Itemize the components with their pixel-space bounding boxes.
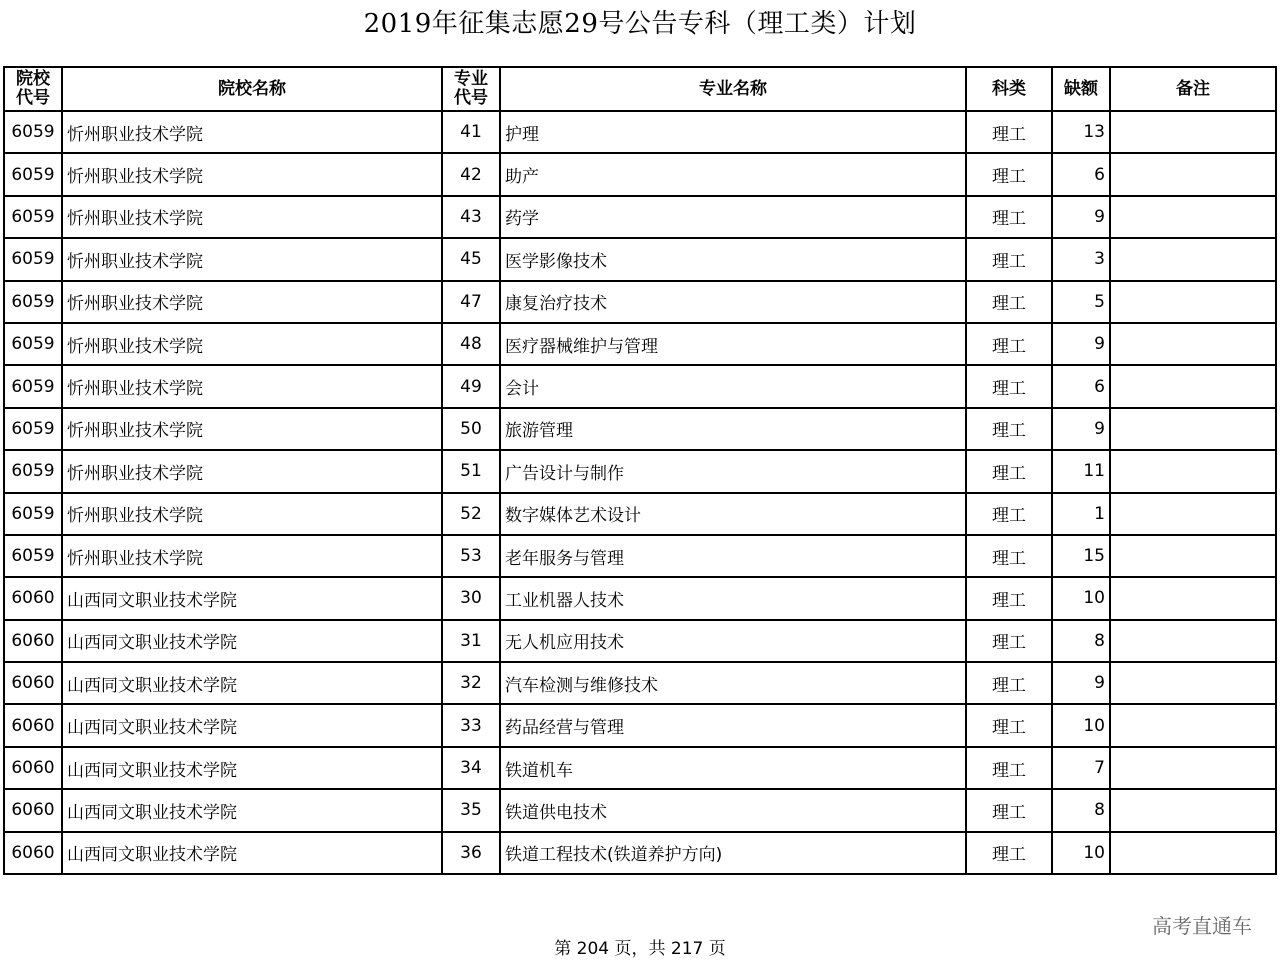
- cell-category: 理工: [966, 281, 1052, 323]
- cell-major-code: 36: [442, 832, 500, 874]
- cell-school-code: 6059: [4, 450, 62, 492]
- cell-note: [1110, 153, 1276, 195]
- cell-major-code: 49: [442, 365, 500, 407]
- page-footer: 第 204 页，共 217 页: [554, 939, 726, 959]
- cell-school-name: 山西同文职业技术学院: [62, 704, 442, 746]
- cell-major-code: 52: [442, 493, 500, 535]
- cell-note: [1110, 704, 1276, 746]
- cell-vacancy: 9: [1052, 323, 1110, 365]
- cell-note: [1110, 577, 1276, 619]
- cell-major-code: 31: [442, 620, 500, 662]
- table-row: [4, 535, 1276, 577]
- cell-school-name: 忻州职业技术学院: [62, 408, 442, 450]
- cell-vacancy: 6: [1052, 153, 1110, 195]
- cell-major-code: 33: [442, 704, 500, 746]
- cell-vacancy: 8: [1052, 620, 1110, 662]
- cell-major-code: 42: [442, 153, 500, 195]
- cell-note: [1110, 323, 1276, 365]
- cell-school-name: 忻州职业技术学院: [62, 535, 442, 577]
- cell-major-code: 32: [442, 662, 500, 704]
- table-row: [4, 111, 1276, 153]
- header-major-name: 专业名称: [500, 67, 966, 111]
- cell-category: 理工: [966, 111, 1052, 153]
- cell-major-name: 助产: [500, 153, 966, 195]
- cell-major-name: 药学: [500, 196, 966, 238]
- cell-category: 理工: [966, 450, 1052, 492]
- cell-school-code: 6060: [4, 577, 62, 619]
- cell-category: 理工: [966, 789, 1052, 831]
- cell-vacancy: 10: [1052, 704, 1110, 746]
- cell-major-name: 铁道机车: [500, 747, 966, 789]
- cell-note: [1110, 832, 1276, 874]
- cell-vacancy: 3: [1052, 238, 1110, 280]
- cell-school-name: 忻州职业技术学院: [62, 238, 442, 280]
- cell-note: [1110, 493, 1276, 535]
- cell-note: [1110, 662, 1276, 704]
- cell-major-name: 铁道工程技术(铁道养护方向): [500, 832, 966, 874]
- cell-school-code: 6059: [4, 493, 62, 535]
- cell-note: [1110, 408, 1276, 450]
- cell-major-name: 康复治疗技术: [500, 281, 966, 323]
- header-major-code: 专业代号: [442, 67, 500, 111]
- cell-school-code: 6060: [4, 747, 62, 789]
- cell-major-code: 51: [442, 450, 500, 492]
- cell-school-code: 6059: [4, 196, 62, 238]
- cell-major-code: 43: [442, 196, 500, 238]
- cell-school-code: 6059: [4, 323, 62, 365]
- table-row: [4, 450, 1276, 492]
- cell-school-code: 6060: [4, 662, 62, 704]
- watermark: 高考直通车: [1152, 914, 1252, 938]
- cell-category: 理工: [966, 535, 1052, 577]
- cell-major-name: 无人机应用技术: [500, 620, 966, 662]
- cell-note: [1110, 789, 1276, 831]
- cell-major-name: 医疗器械维护与管理: [500, 323, 966, 365]
- cell-note: [1110, 450, 1276, 492]
- cell-school-name: 忻州职业技术学院: [62, 365, 442, 407]
- cell-category: 理工: [966, 704, 1052, 746]
- cell-note: [1110, 111, 1276, 153]
- cell-vacancy: 9: [1052, 196, 1110, 238]
- cell-category: 理工: [966, 577, 1052, 619]
- cell-vacancy: 13: [1052, 111, 1110, 153]
- cell-major-code: 34: [442, 747, 500, 789]
- cell-school-code: 6059: [4, 535, 62, 577]
- cell-vacancy: 7: [1052, 747, 1110, 789]
- cell-note: [1110, 620, 1276, 662]
- table-row: [4, 238, 1276, 280]
- header-school-code: 院校代号: [4, 67, 62, 111]
- cell-school-name: 山西同文职业技术学院: [62, 662, 442, 704]
- cell-note: [1110, 196, 1276, 238]
- cell-major-name: 护理: [500, 111, 966, 153]
- cell-school-name: 忻州职业技术学院: [62, 450, 442, 492]
- page-title: 2019年征集志愿29号公告专科（理工类）计划: [363, 9, 917, 39]
- cell-school-name: 忻州职业技术学院: [62, 111, 442, 153]
- cell-category: 理工: [966, 493, 1052, 535]
- cell-school-name: 山西同文职业技术学院: [62, 747, 442, 789]
- cell-vacancy: 10: [1052, 832, 1110, 874]
- cell-school-name: 忻州职业技术学院: [62, 493, 442, 535]
- plan-table: [3, 66, 1277, 875]
- cell-major-code: 48: [442, 323, 500, 365]
- table-row: [4, 747, 1276, 789]
- cell-note: [1110, 281, 1276, 323]
- table-row: [4, 789, 1276, 831]
- cell-school-name: 忻州职业技术学院: [62, 196, 442, 238]
- cell-major-name: 会计: [500, 365, 966, 407]
- cell-vacancy: 11: [1052, 450, 1110, 492]
- table-row: [4, 704, 1276, 746]
- table-row: [4, 620, 1276, 662]
- cell-vacancy: 8: [1052, 789, 1110, 831]
- table-row: [4, 577, 1276, 619]
- cell-major-name: 数字媒体艺术设计: [500, 493, 966, 535]
- cell-school-name: 山西同文职业技术学院: [62, 620, 442, 662]
- cell-category: 理工: [966, 408, 1052, 450]
- cell-major-name: 汽车检测与维修技术: [500, 662, 966, 704]
- cell-school-name: 山西同文职业技术学院: [62, 832, 442, 874]
- cell-note: [1110, 747, 1276, 789]
- table-header-row: [4, 67, 1276, 111]
- cell-major-name: 工业机器人技术: [500, 577, 966, 619]
- cell-category: 理工: [966, 662, 1052, 704]
- cell-vacancy: 9: [1052, 408, 1110, 450]
- cell-school-code: 6059: [4, 408, 62, 450]
- table-row: [4, 281, 1276, 323]
- cell-major-name: 旅游管理: [500, 408, 966, 450]
- table-row: [4, 323, 1276, 365]
- cell-school-code: 6059: [4, 111, 62, 153]
- cell-school-name: 忻州职业技术学院: [62, 153, 442, 195]
- cell-note: [1110, 238, 1276, 280]
- cell-school-name: 山西同文职业技术学院: [62, 577, 442, 619]
- table-row: [4, 365, 1276, 407]
- cell-school-name: 忻州职业技术学院: [62, 323, 442, 365]
- table-row: [4, 196, 1276, 238]
- cell-category: 理工: [966, 323, 1052, 365]
- cell-category: 理工: [966, 747, 1052, 789]
- table-row: [4, 832, 1276, 874]
- cell-vacancy: 10: [1052, 577, 1110, 619]
- cell-school-code: 6060: [4, 620, 62, 662]
- cell-major-code: 47: [442, 281, 500, 323]
- cell-school-code: 6059: [4, 365, 62, 407]
- header-school-name: 院校名称: [62, 67, 442, 111]
- cell-note: [1110, 535, 1276, 577]
- table-row: [4, 662, 1276, 704]
- cell-major-name: 老年服务与管理: [500, 535, 966, 577]
- cell-school-code: 6060: [4, 832, 62, 874]
- cell-vacancy: 6: [1052, 365, 1110, 407]
- header-note: 备注: [1110, 67, 1276, 111]
- cell-major-name: 药品经营与管理: [500, 704, 966, 746]
- cell-vacancy: 15: [1052, 535, 1110, 577]
- cell-school-code: 6059: [4, 281, 62, 323]
- cell-category: 理工: [966, 620, 1052, 662]
- cell-major-name: 广告设计与制作: [500, 450, 966, 492]
- table-row: [4, 493, 1276, 535]
- table-row: [4, 153, 1276, 195]
- header-vacancy: 缺额: [1052, 67, 1110, 111]
- cell-category: 理工: [966, 832, 1052, 874]
- cell-major-name: 铁道供电技术: [500, 789, 966, 831]
- cell-major-code: 35: [442, 789, 500, 831]
- cell-vacancy: 1: [1052, 493, 1110, 535]
- cell-category: 理工: [966, 238, 1052, 280]
- cell-vacancy: 5: [1052, 281, 1110, 323]
- cell-school-code: 6060: [4, 789, 62, 831]
- cell-major-code: 30: [442, 577, 500, 619]
- cell-school-code: 6059: [4, 238, 62, 280]
- cell-major-code: 41: [442, 111, 500, 153]
- table-row: [4, 408, 1276, 450]
- cell-vacancy: 9: [1052, 662, 1110, 704]
- cell-school-code: 6060: [4, 704, 62, 746]
- cell-category: 理工: [966, 365, 1052, 407]
- cell-school-code: 6059: [4, 153, 62, 195]
- cell-category: 理工: [966, 196, 1052, 238]
- cell-major-code: 45: [442, 238, 500, 280]
- cell-category: 理工: [966, 153, 1052, 195]
- cell-school-name: 山西同文职业技术学院: [62, 789, 442, 831]
- cell-major-code: 50: [442, 408, 500, 450]
- cell-major-code: 53: [442, 535, 500, 577]
- cell-major-name: 医学影像技术: [500, 238, 966, 280]
- cell-school-name: 忻州职业技术学院: [62, 281, 442, 323]
- header-category: 科类: [966, 67, 1052, 111]
- cell-note: [1110, 365, 1276, 407]
